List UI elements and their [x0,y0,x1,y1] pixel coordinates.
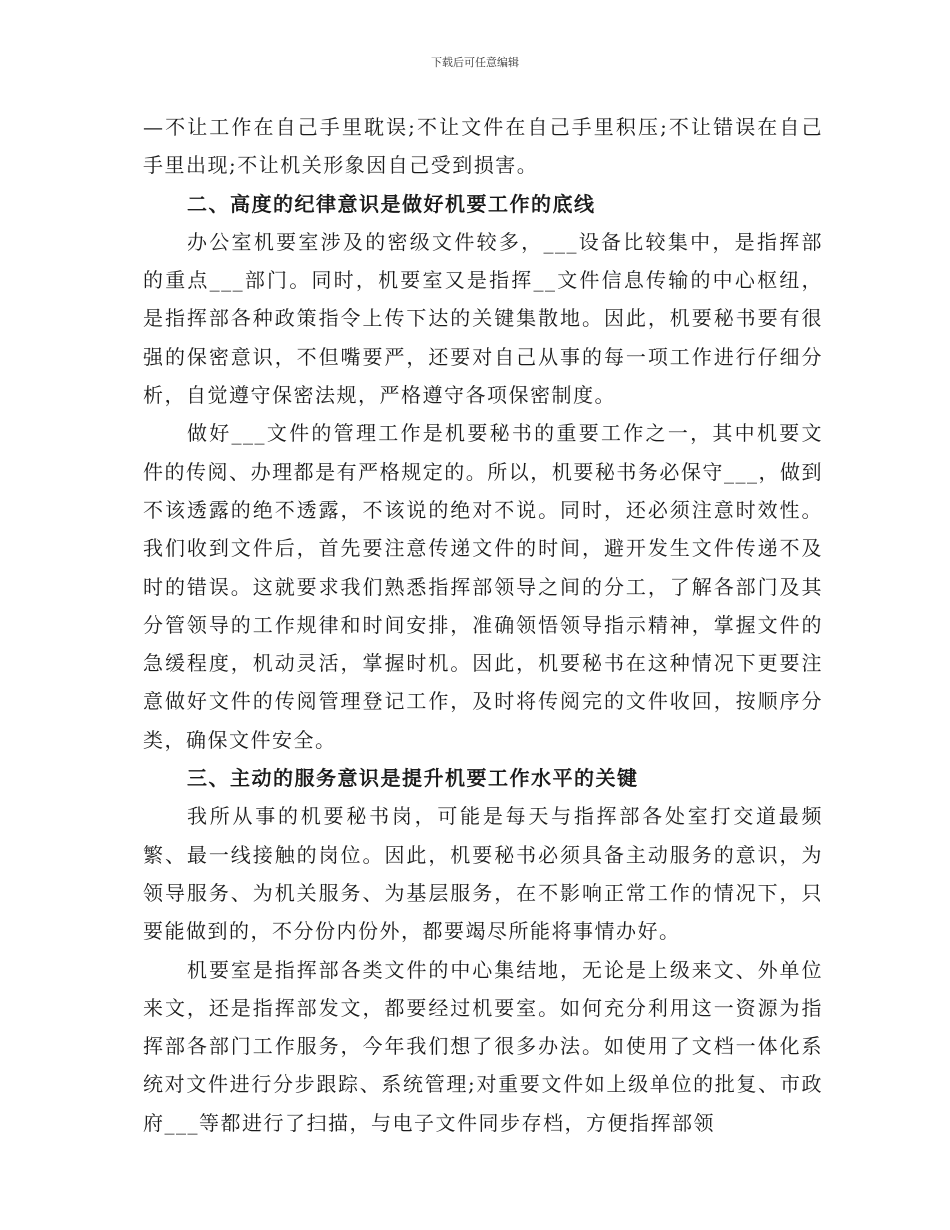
document-body [143,108,823,1142]
paragraph-document-center: 机要室是指挥部各类文件的中心集结地，无论是上级来文、外单位来文，还是指挥部发文，都要经过机要室。如何充分利用这一资源为指挥部各部门工作服务，今年我们想了很多办法。如使用了文档一体化系统对文件进行分步跟踪、系统管理;对重要文件如上级单位的批复、市政府___等都进行了扫描，与电子文件同步存档，方便指挥部领 [143,957,823,1135]
section-heading-2: 二、高度的纪律意识是做好机要工作的底线 [187,191,596,216]
paragraph-service-awareness: 我所从事的机要秘书岗，可能是每天与指挥部各处室打交道最频繁、最一线接触的岗位。因此，机要秘书必须具备主动服务的意识，为领导服务、为机关服务、为基层服务，在不影响正常工作的情况下，只要能做到的，不分份内份外，都要竭尽所能将事情办好。 [143,804,823,944]
paragraph-document-management: 做好___文件的管理工作是机要秘书的重要工作之一，其中机要文件的传阅、办理都是有严格规定的。所以，机要秘书务必保守___，做到不该透露的绝不透露，不该说的绝对不说。同时，还必须注意时效性。我们收到文件后，首先要注意传递文件的时间，避开发生文件传递不及时的错误。这就要求我们熟悉指挥部领导之间的分工，了解各部门及其分管领导的工作规律和时间安排，准确领悟领导指示精神，掌握文件的急缓程度，机动灵活，掌握时机。因此，机要秘书在这种情况下更要注意做好文件的传阅管理登记工作，及时将传阅完的文件收回，按顺序分类，确保文件安全。 [143,421,823,752]
paragraph-confidentiality: 办公室机要室涉及的密级文件较多，___设备比较集中，是指挥部的重点___部门。同时，机要室又是指挥__文件信息传输的中心枢纽，是指挥部各种政策指令上传下达的关键集散地。因此，机要秘书要有很强的保密意识，不但嘴要严，还要对自己从事的每一项工作进行仔细分析，自觉遵守保密法规，严格遵守各项保密制度。 [143,229,823,408]
section-heading-3: 三、主动的服务意识是提升机要工作水平的关键 [187,766,639,791]
page-header: 下载后可任意编辑 [431,56,519,69]
paragraph-continuation: —不让工作在自己手里耽误;不让文件在自己手里积压;不让错误在自己手里出现;不让机关形象因自己受到损害。 [143,115,823,178]
